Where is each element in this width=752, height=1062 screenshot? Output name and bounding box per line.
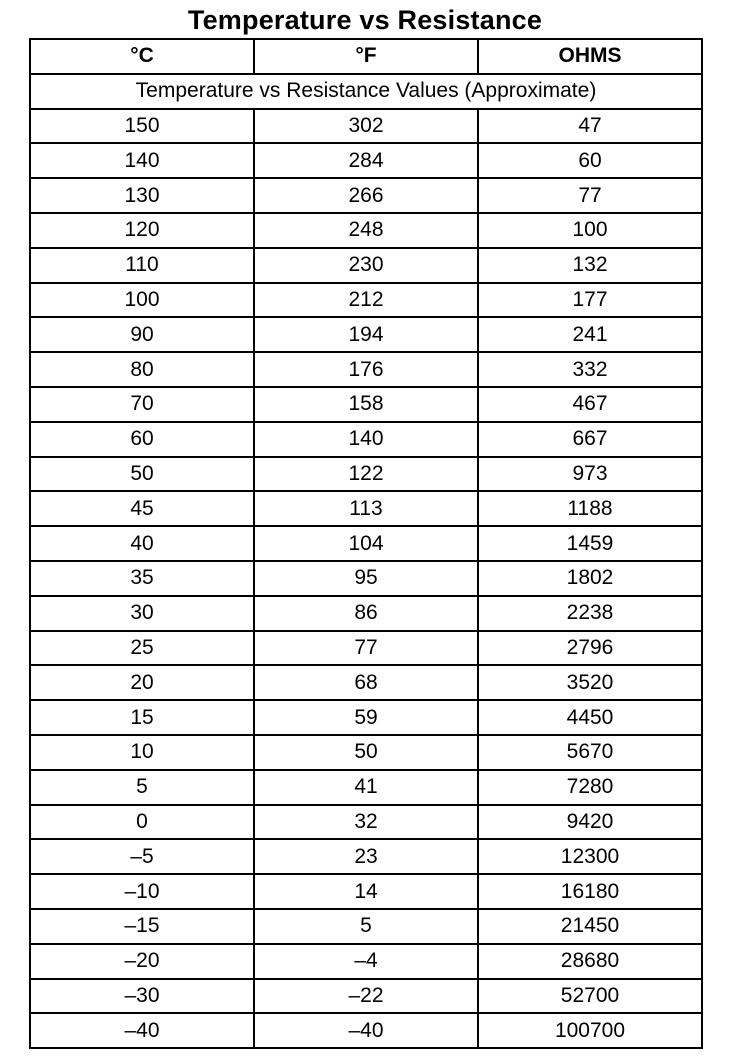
fahrenheit-cell: 68 <box>254 665 478 700</box>
fahrenheit-cell: –40 <box>254 1013 478 1048</box>
table-row <box>30 735 702 770</box>
ohms-cell: 973 <box>478 457 702 492</box>
table-row <box>30 944 702 979</box>
fahrenheit-cell: 266 <box>254 178 478 213</box>
celsius-cell: –15 <box>30 909 254 944</box>
table-row <box>30 596 702 631</box>
celsius-cell: 70 <box>30 387 254 422</box>
fahrenheit-cell: 23 <box>254 839 478 874</box>
ohms-cell: 1802 <box>478 561 702 596</box>
ohms-cell: 4450 <box>478 700 702 735</box>
celsius-cell: 90 <box>30 317 254 352</box>
celsius-cell: –30 <box>30 979 254 1014</box>
fahrenheit-cell: 59 <box>254 700 478 735</box>
celsius-cell: –10 <box>30 874 254 909</box>
celsius-cell: –5 <box>30 839 254 874</box>
celsius-cell: –40 <box>30 1013 254 1048</box>
celsius-cell: 120 <box>30 213 254 248</box>
ohms-cell: 5670 <box>478 735 702 770</box>
celsius-cell: 40 <box>30 526 254 561</box>
table-row <box>30 213 702 248</box>
fahrenheit-cell: 302 <box>254 109 478 144</box>
ohms-cell: 667 <box>478 422 702 457</box>
table-row <box>30 665 702 700</box>
celsius-cell: 30 <box>30 596 254 631</box>
fahrenheit-cell: 212 <box>254 283 478 318</box>
celsius-cell: 110 <box>30 248 254 283</box>
ohms-cell: 241 <box>478 317 702 352</box>
fahrenheit-cell: 95 <box>254 561 478 596</box>
celsius-cell: 25 <box>30 631 254 666</box>
ohms-cell: 28680 <box>478 944 702 979</box>
subtitle-row <box>30 74 702 109</box>
fahrenheit-cell: 176 <box>254 352 478 387</box>
fahrenheit-cell: 41 <box>254 770 478 805</box>
table-row <box>30 491 702 526</box>
ohms-cell: 52700 <box>478 979 702 1014</box>
fahrenheit-cell: 113 <box>254 491 478 526</box>
table-row <box>30 317 702 352</box>
celsius-cell: 10 <box>30 735 254 770</box>
ohms-cell: 2238 <box>478 596 702 631</box>
table-row <box>30 874 702 909</box>
table-row <box>30 631 702 666</box>
fahrenheit-cell: –4 <box>254 944 478 979</box>
celsius-cell: 140 <box>30 143 254 178</box>
ohms-cell: 100 <box>478 213 702 248</box>
table-row <box>30 457 702 492</box>
page-title: Temperature vs Resistance <box>187 5 543 35</box>
table-row <box>30 805 702 840</box>
ohms-cell: 132 <box>478 248 702 283</box>
fahrenheit-cell: –22 <box>254 979 478 1014</box>
celsius-cell: 45 <box>30 491 254 526</box>
celsius-cell: 100 <box>30 283 254 318</box>
table-row <box>30 979 702 1014</box>
ohms-cell: 177 <box>478 283 702 318</box>
celsius-cell: 80 <box>30 352 254 387</box>
fahrenheit-cell: 104 <box>254 526 478 561</box>
ohms-cell: 77 <box>478 178 702 213</box>
table-row <box>30 143 702 178</box>
celsius-cell: 0 <box>30 805 254 840</box>
table-row <box>30 109 702 144</box>
celsius-cell: 150 <box>30 109 254 144</box>
table-row <box>30 1013 702 1048</box>
celsius-cell: 5 <box>30 770 254 805</box>
fahrenheit-cell: 50 <box>254 735 478 770</box>
celsius-cell: 35 <box>30 561 254 596</box>
fahrenheit-cell: 248 <box>254 213 478 248</box>
fahrenheit-cell: 77 <box>254 631 478 666</box>
ohms-cell: 1459 <box>478 526 702 561</box>
fahrenheit-cell: 230 <box>254 248 478 283</box>
fahrenheit-cell: 5 <box>254 909 478 944</box>
fahrenheit-cell: 158 <box>254 387 478 422</box>
ohms-cell: 467 <box>478 387 702 422</box>
celsius-cell: 20 <box>30 665 254 700</box>
table-row <box>30 352 702 387</box>
celsius-cell: 15 <box>30 700 254 735</box>
table-row <box>30 387 702 422</box>
ohms-cell: 47 <box>478 109 702 144</box>
fahrenheit-cell: 86 <box>254 596 478 631</box>
ohms-cell: 16180 <box>478 874 702 909</box>
celsius-cell: 50 <box>30 457 254 492</box>
table-row <box>30 422 702 457</box>
table-row <box>30 561 702 596</box>
header-fahrenheit: °F <box>254 39 478 74</box>
ohms-cell: 3520 <box>478 665 702 700</box>
ohms-cell: 2796 <box>478 631 702 666</box>
table-row <box>30 700 702 735</box>
temperature-resistance-table <box>29 38 703 1049</box>
fahrenheit-cell: 194 <box>254 317 478 352</box>
header-row <box>30 39 702 74</box>
ohms-cell: 9420 <box>478 805 702 840</box>
table-row <box>30 526 702 561</box>
table-subtitle: Temperature vs Resistance Values (Approximate) <box>30 74 702 109</box>
ohms-cell: 332 <box>478 352 702 387</box>
table-row <box>30 839 702 874</box>
fahrenheit-cell: 14 <box>254 874 478 909</box>
header-ohms: OHMS <box>478 39 702 74</box>
celsius-cell: –20 <box>30 944 254 979</box>
ohms-cell: 7280 <box>478 770 702 805</box>
table-row <box>30 248 702 283</box>
fahrenheit-cell: 284 <box>254 143 478 178</box>
fahrenheit-cell: 140 <box>254 422 478 457</box>
ohms-cell: 1188 <box>478 491 702 526</box>
table-row <box>30 283 702 318</box>
celsius-cell: 60 <box>30 422 254 457</box>
table-row <box>30 770 702 805</box>
ohms-cell: 60 <box>478 143 702 178</box>
celsius-cell: 130 <box>30 178 254 213</box>
ohms-cell: 100700 <box>478 1013 702 1048</box>
table-row <box>30 909 702 944</box>
fahrenheit-cell: 32 <box>254 805 478 840</box>
table-row <box>30 178 702 213</box>
fahrenheit-cell: 122 <box>254 457 478 492</box>
ohms-cell: 12300 <box>478 839 702 874</box>
header-celsius: °C <box>30 39 254 74</box>
ohms-cell: 21450 <box>478 909 702 944</box>
